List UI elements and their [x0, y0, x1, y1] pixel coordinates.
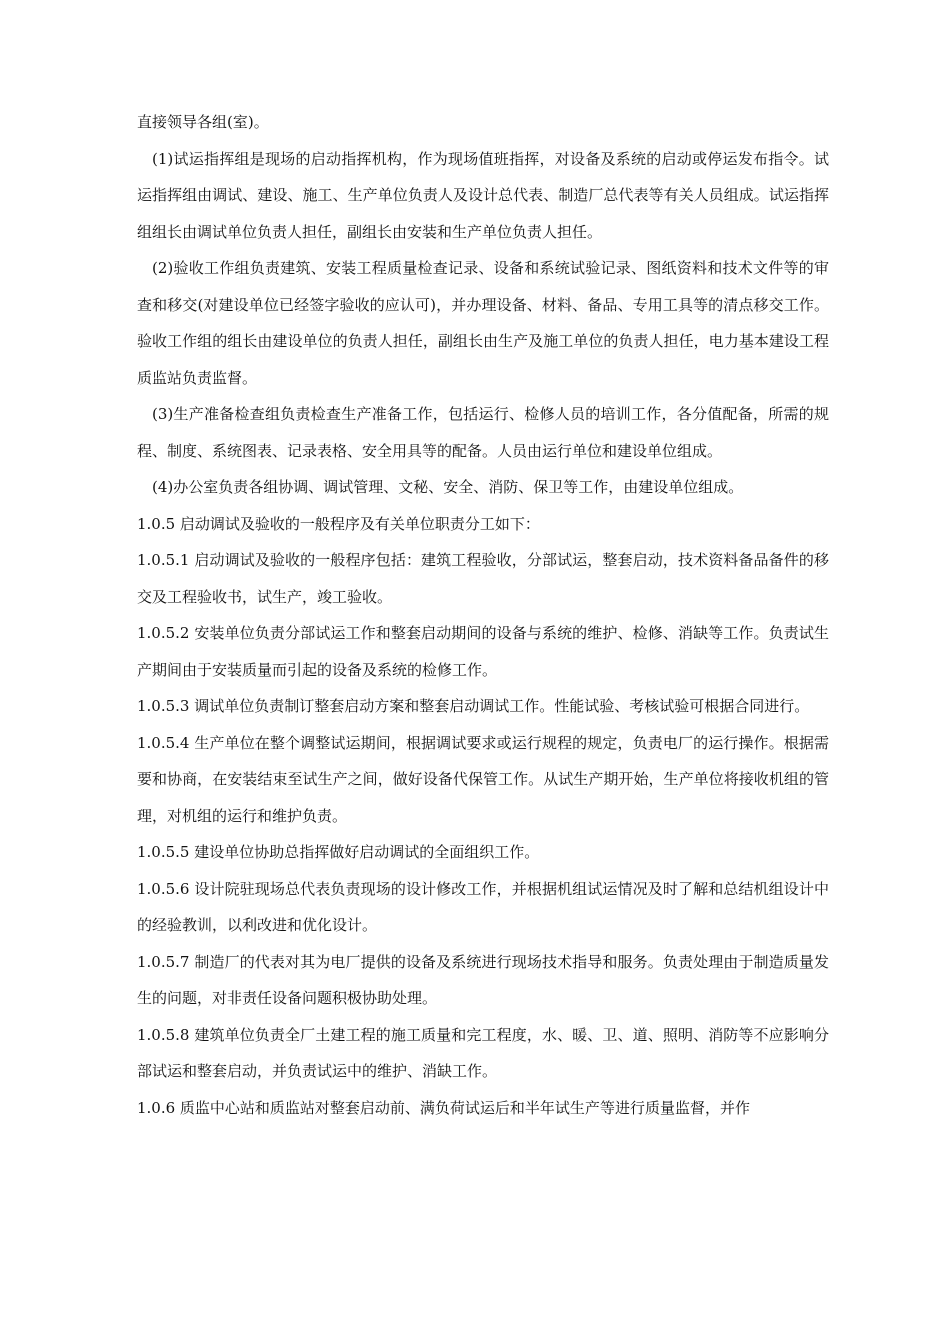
paragraph-10: 1.0.5.4 生产单位在整个调整试运期间，根据调试要求或运行规程的规定，负责电厂的运行操作。根据需要和协商，在安装结束至试生产之间，做好设备代保管工作。从试生产期开始，生产单位将接收机组的管理，对机组的运行和维护负责。	[137, 733, 829, 825]
paragraph-4: (3)生产准备检查组负责检查生产准备工作，包括运行、检修人员的培训工作，各分值配备，所需的规程、制度、系统图表、记录表格、安全用具等的配备。人员由运行单位和建设单位组成。	[137, 405, 829, 460]
paragraph-12: 1.0.5.6 设计院驻现场总代表负责现场的设计修改工作，并根据机组试运情况及时了解和总结机组设计中的经验教训，以利改进和优化设计。	[137, 879, 829, 934]
paragraph-9: 1.0.5.3 调试单位负责制订整套启动方案和整套启动调试工作。性能试验、考核试验可根据合同进行。	[137, 697, 810, 715]
paragraph-3: (2)验收工作组负责建筑、安装工程质量检查记录、设备和系统试验记录、图纸资料和技术文件等的审查和移交(对建设单位已经签字验收的应认可)，并办理设备、材料、备品、专用工具等的清点移交工作。验收工作组的组长由建设单位的负责人担任，副组长由生产及施工单位的负责人担任，电力基本建设工程质监站负责监督。	[137, 259, 829, 387]
paragraph-5: (4)办公室负责各组协调、调试管理、文秘、安全、消防、保卫等工作，由建设单位组成。	[152, 478, 744, 496]
paragraph-14: 1.0.5.8 建筑单位负责全厂土建工程的施工质量和完工程度，水、暖、卫、道、照明、消防等不应影响分部试运和整套启动，并负责试运中的维护、消缺工作。	[137, 1025, 829, 1080]
paragraph-7: 1.0.5.1 启动调试及验收的一般程序包括：建筑工程验收，分部试运，整套启动，技术资料备品备件的移交及工程验收书，试生产，竣工验收。	[137, 551, 829, 606]
paragraph-6: 1.0.5 启动调试及验收的一般程序及有关单位职责分工如下：	[137, 514, 540, 533]
paragraph-13: 1.0.5.7 制造厂的代表对其为电厂提供的设备及系统进行现场技术指导和服务。负责处理由于制造质量发生的问题，对非责任设备问题积极协助处理。	[137, 952, 829, 1007]
paragraph-15: 1.0.6 质监中心站和质监站对整套启动前、满负荷试运后和半年试生产等进行质量监督，并作	[137, 1098, 750, 1117]
document-body	[137, 104, 829, 1126]
paragraph-11: 1.0.5.5 建设单位协助总指挥做好启动调试的全面组织工作。	[137, 843, 540, 861]
paragraph-8: 1.0.5.2 安装单位负责分部试运工作和整套启动期间的设备与系统的维护、检修、消缺等工作。负责试生产期间由于安装质量而引起的设备及系统的检修工作。	[137, 624, 829, 679]
paragraph-2: (1)试运指挥组是现场的启动指挥机构，作为现场值班指挥，对设备及系统的启动或停运发布指令。试运指挥组由调试、建设、施工、生产单位负责人及设计总代表、制造厂总代表等有关人员组成。试运指挥组组长由调试单位负责人担任，副组长由安装和生产单位负责人担任。	[137, 149, 829, 241]
paragraph-1: 直接领导各组(室)。	[137, 113, 269, 131]
